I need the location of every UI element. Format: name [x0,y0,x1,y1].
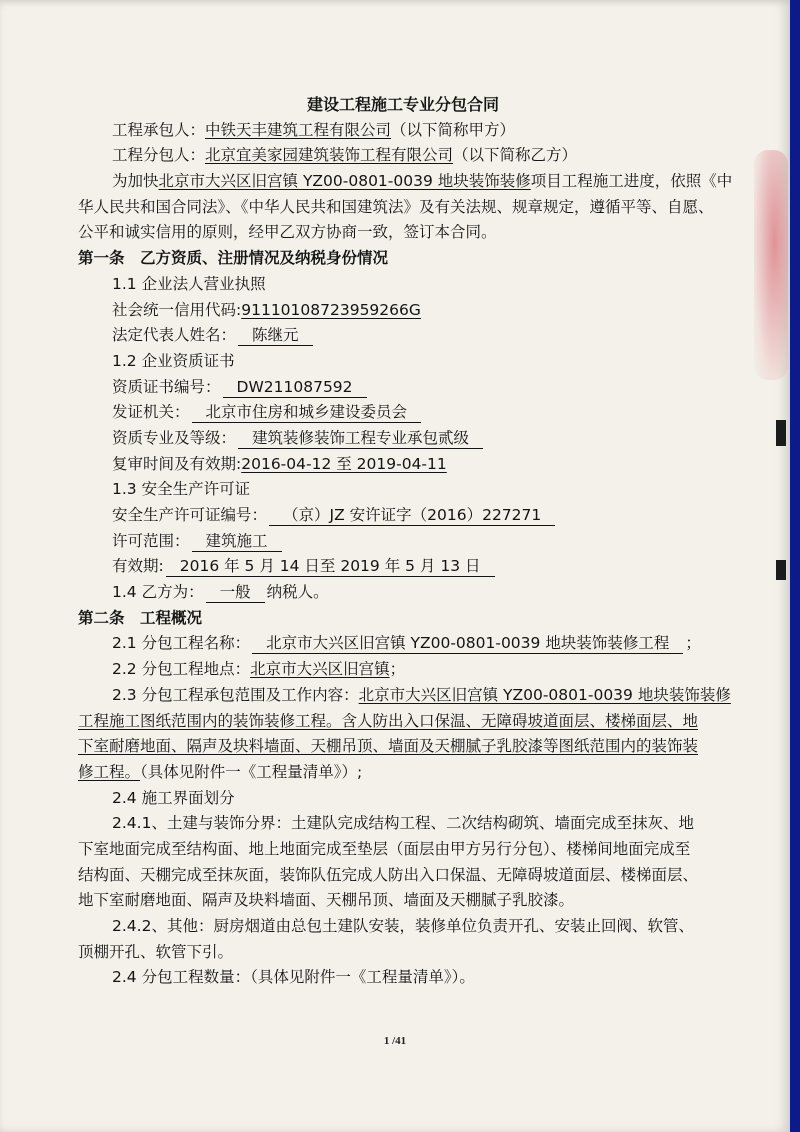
preamble-line-1 [78,169,733,195]
legal-rep-line [78,323,728,349]
preamble-text: 项目工程施工进度，依照《中 [530,172,733,191]
contract-body [78,92,733,991]
scope-line-1 [78,683,731,709]
scope-line-4 [78,760,728,786]
grade-value: 建筑装修装饰工程专业承包贰级 [238,428,483,449]
grade-line [78,426,728,452]
legal-rep-value: 陈继元 [238,325,313,346]
taxpayer-type: 一般 [206,582,265,603]
project-name-label: 2.1 分包工程名称： [112,634,251,653]
party-b-line [78,143,728,169]
permit-scope-line [78,529,728,555]
contract-title: 建设工程施工专业分包合同 [306,95,499,114]
permit-number-label: 安全生产许可证编号： [112,506,268,524]
project-name-line [78,631,728,657]
cert-number-line [78,375,728,401]
section-1-1: 1.1 企业法人营业执照 [112,274,266,293]
interface-civil-line-4: 地下室耐磨地面、隔声及块料墙面、天棚吊顶、墙面及天棚腻子乳胶漆。 [78,891,575,910]
issuer-label: 发证机关： [112,403,190,422]
party-b-name: 北京宜美家园建筑装饰工程有限公司 [205,146,454,165]
article-2-heading: 第二条 工程概况 [78,608,203,627]
scan-edge-mark [776,560,786,580]
preamble-line-2: 华人民共和国合同法》、《中华人民共和国建筑法》及有关法规、规章规定，遵循平等、自愿、 [78,197,714,216]
project-name-value: 北京市大兴区旧宫镇 YZ00-0801-0039 地块装饰装修工程 [252,633,683,654]
scope-value: 修工程。 [78,762,141,781]
project-site-label: 2.2 分包工程地点： [112,660,251,679]
interface-civil-line-1: 2.4.1、土建与装饰分界：土建队完成结构工程、二次结构砌筑、墙面完成至抹灰、地 [112,814,694,833]
permit-scope-label: 许可范围： [112,531,190,550]
section-1-2: 1.2 企业资质证书 [112,351,235,370]
interface-civil-line-2: 下室地面完成至结构面、地上地面完成至垫层（面层由甲方另行分包）、楼梯间地面完成至 [78,839,691,858]
party-b-label: 工程分包人： [112,146,206,165]
project-site-line [78,657,728,683]
punctuation: ； [389,660,406,679]
legal-rep-label: 法定代表人姓名： [112,326,237,345]
credit-code-value: 91110108723959266G [241,300,421,319]
cert-number-value: DW211087592 [223,377,367,398]
preamble-project: 北京市大兴区旧宫镇 YZ00-0801-0039 地块装饰装修 [158,172,531,191]
scan-edge-mark [776,420,786,446]
preamble-line-3: 公平和诚实信用的原则，经甲乙双方协商一致，签订本合同。 [78,223,497,242]
permit-scope-value: 建筑施工 [192,531,282,552]
credit-code-label: 社会统一信用代码: [112,300,242,319]
section-2-4: 2.4 施工界面划分 [112,788,235,807]
cert-number-label: 资质证书编号： [112,377,221,396]
preamble-text: 为加快 [112,172,159,191]
scope-label: 2.3 分包工程承包范围及工作内容： [112,685,359,704]
scope-line-3: 下室耐磨地面、隔声及块料墙面、天棚吊顶、墙面及天棚腻子乳胶漆等图纸范围内的装饰装 [78,737,699,756]
party-b-suffix: （以下简称乙方） [453,146,578,165]
credit-code-line [78,298,728,324]
interface-other-line-2: 顶棚开孔、软管下引。 [78,942,234,961]
punctuation: ； [685,634,701,653]
permit-number-line [78,503,728,529]
party-a-label: 工程承包人： [112,120,206,139]
issuer-line [78,400,728,426]
quantity-line: 2.4 分包工程数量：（具体见附件一《工程量清单》）。 [112,968,475,987]
section-1-4 [78,580,728,606]
red-seal-stamp [754,150,788,380]
project-site-value: 北京市大兴区旧宫镇 [250,660,390,679]
section-1-3: 1.3 安全生产许可证 [112,480,251,499]
party-a-line [78,118,728,144]
taxpayer-label: 1.4 乙方为： [112,583,204,602]
interface-civil-line-3: 结构面、天棚完成至抹灰面，装饰队伍完成人防出入口保温、无障碍坡道面层、楼梯面层、 [78,865,699,884]
party-a-suffix: （以下简称甲方） [391,120,516,139]
issuer-value: 北京市住房和城乡建设委员会 [192,402,422,423]
review-value: 2016-04-12 至 2019-04-11 [241,454,447,473]
validity-label: 有效期: [112,557,164,576]
permit-number-value: （京）JZ 安许证字（2016）227271 [269,505,555,526]
validity-value: 2016 年 5 月 14 日至 2019 年 5 月 13 日 [166,556,495,577]
grade-label: 资质专业及等级： [112,428,237,447]
review-label: 复审时间及有效期: [112,454,242,473]
page-number: 1 /41 [383,1035,407,1047]
article-1-heading: 第一条 乙方资质、注册情况及纳税身份情况 [78,249,389,268]
scope-tail: （具体见附件一《工程量清单》）; [140,762,363,781]
scope-line-2: 工程施工图纸范围内的装饰装修工程。含人防出入口保温、无障碍坡道面层、楼梯面层、地 [78,711,699,730]
scope-value: 北京市大兴区旧宫镇 YZ00-0801-0039 地块装饰装修 [358,685,731,704]
interface-other-line-1: 2.4.2、其他：厨房烟道由总包土建队安装，装修单位负责开孔、安装止回阀、软管、 [112,917,694,935]
review-line [78,452,728,478]
validity-line [78,554,728,580]
party-a-name: 中铁天丰建筑工程有限公司 [205,120,392,139]
taxpayer-suffix: 纳税人。 [266,583,329,602]
